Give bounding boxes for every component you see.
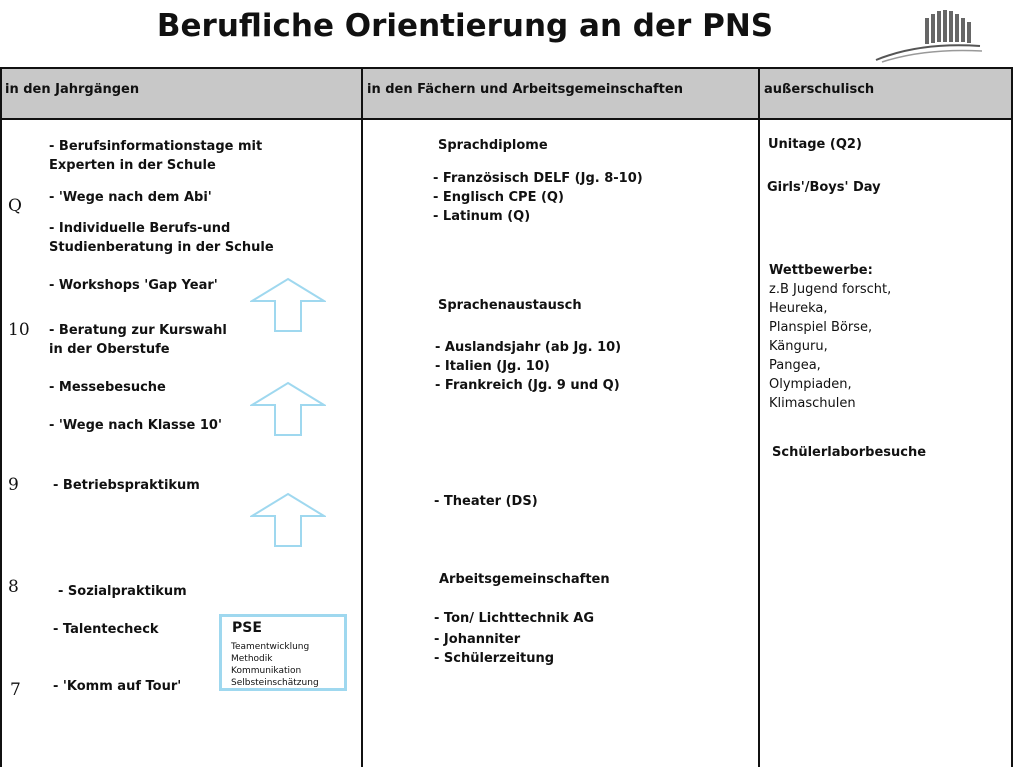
list-item: Känguru, [769, 339, 828, 354]
header-col2-label: in den Fächern und Arbeitsgemeinschaften [367, 82, 683, 97]
list-item: - 'Wege nach Klasse 10' [49, 418, 222, 433]
list-item: Experten in der Schule [49, 158, 216, 173]
header-col3 [759, 67, 1013, 120]
list-item: - Betriebspraktikum [53, 478, 200, 493]
pse-box [219, 614, 347, 691]
arrow-up-icon [250, 277, 326, 333]
header-col3-label: außerschulisch [764, 82, 875, 97]
pse-item: Selbsteinschätzung [231, 678, 319, 688]
header-col1 [0, 67, 362, 120]
list-item: - Latinum (Q) [433, 209, 531, 224]
item-girls-boys-day: Girls'/Boys' Day [767, 180, 881, 195]
list-item: Planspiel Börse, [769, 320, 873, 335]
list-item: - 'Wege nach dem Abi' [49, 190, 212, 205]
list-item: - Auslandsjahr (ab Jg. 10) [435, 340, 622, 355]
list-item: - 'Komm auf Tour' [53, 679, 182, 694]
grade-10: 10 [8, 320, 30, 340]
list-item: z.B Jugend forscht, [769, 282, 892, 297]
list-item: - Workshops 'Gap Year' [49, 278, 218, 293]
border-left [0, 67, 2, 767]
page-title: Berufliche Orientierung an der PNS [156, 8, 774, 44]
divider-1 [361, 67, 363, 767]
school-logo-icon [870, 6, 985, 64]
list-item: Pangea, [769, 358, 821, 373]
arrow-up-icon [250, 381, 326, 437]
list-item: - Französisch DELF (Jg. 8-10) [433, 171, 643, 186]
grade-8: 8 [8, 577, 19, 597]
grade-9: 9 [8, 475, 19, 495]
list-item: - Johanniter [434, 632, 521, 647]
arrow-up-icon [250, 492, 326, 548]
list-item: - Beratung zur Kurswahl [49, 323, 227, 338]
grade-q: Q [8, 196, 22, 216]
section-heading-wettbewerbe: Wettbewerbe: [769, 263, 873, 278]
list-item: - Frankreich (Jg. 9 und Q) [435, 378, 620, 393]
list-item: Heureka, [769, 301, 828, 316]
item-unitage: Unitage (Q2) [768, 137, 862, 152]
list-item: - Individuelle Berufs-und [49, 221, 231, 236]
list-item: - Sozialpraktikum [58, 584, 187, 599]
list-item-theater: - Theater (DS) [434, 494, 538, 509]
list-item: Olympiaden, [769, 377, 852, 392]
pse-item: Teamentwicklung [231, 642, 310, 652]
list-item: - Ton/ Lichttechnik AG [434, 611, 595, 626]
grade-7: 7 [10, 680, 21, 700]
list-item: - Italien (Jg. 10) [435, 359, 550, 374]
list-item: Studienberatung in der Schule [49, 240, 274, 255]
pse-title: PSE [232, 620, 262, 636]
header-col1-label: in den Jahrgängen [5, 82, 140, 97]
list-item: - Messebesuche [49, 380, 166, 395]
section-heading-sprachdiplome: Sprachdiplome [438, 138, 548, 153]
section-heading-sprachenaustausch: Sprachenaustausch [438, 298, 582, 313]
list-item: - Talentecheck [53, 622, 159, 637]
list-item: in der Oberstufe [49, 342, 170, 357]
list-item: - Schülerzeitung [434, 651, 555, 666]
divider-2 [758, 67, 760, 767]
list-item: Klimaschulen [769, 396, 856, 411]
pse-item: Kommunikation [231, 666, 302, 676]
pse-item: Methodik [231, 654, 273, 664]
list-item: - Englisch CPE (Q) [433, 190, 564, 205]
list-item: - Berufsinformationstage mit [49, 139, 263, 154]
section-heading-ags: Arbeitsgemeinschaften [439, 572, 610, 587]
item-schuelerlabor: Schülerlaborbesuche [772, 445, 927, 460]
header-col2 [362, 67, 759, 120]
